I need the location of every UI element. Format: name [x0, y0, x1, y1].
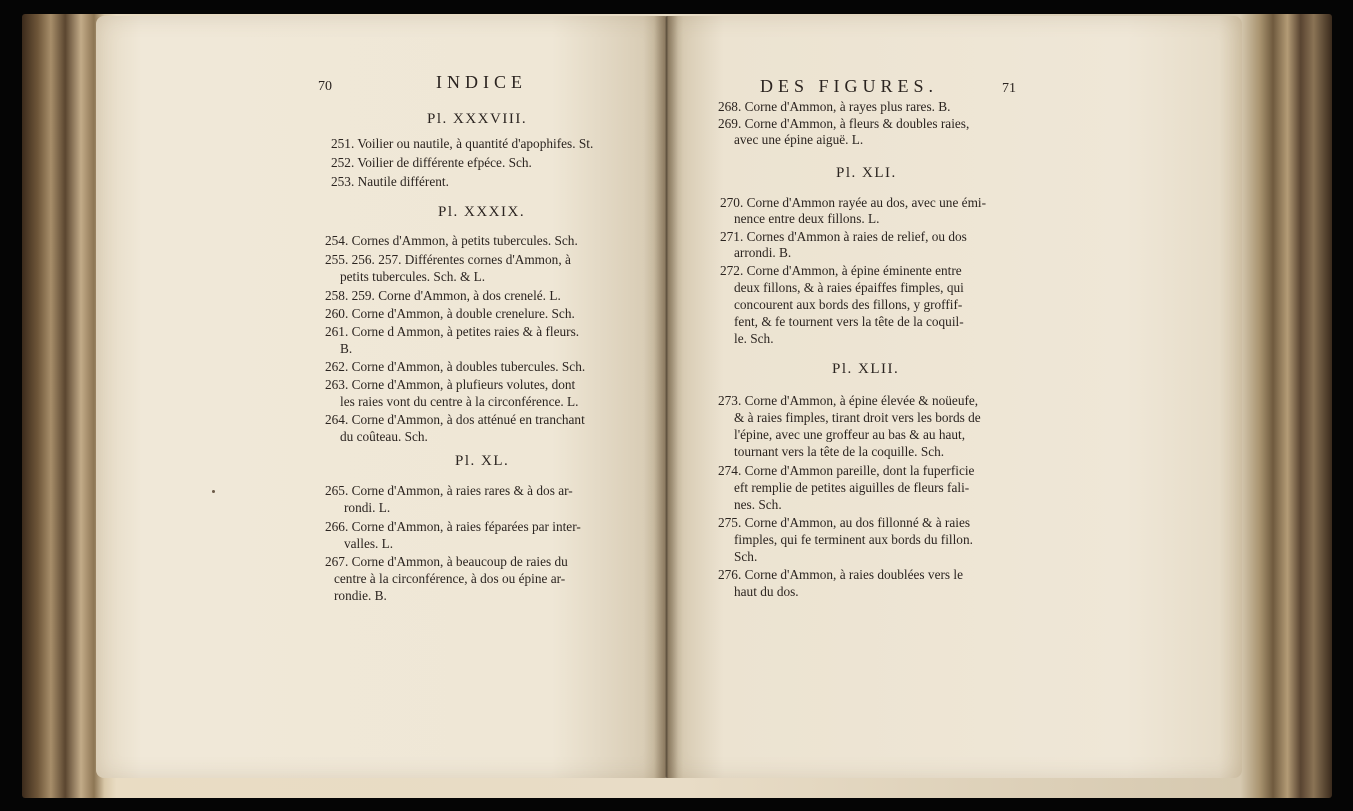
index-entry-line: 273. Corne d'Ammon, à épine élevée & noüeufe, — [718, 393, 979, 408]
index-entry-line: 269. Corne d'Ammon, à fleurs & doubles raies, — [718, 116, 970, 131]
index-entry-line: du coûteau. Sch. — [340, 429, 428, 444]
index-entry-line: 251. Voilier ou nautile, à quantité d'apophifes. St. — [331, 136, 594, 151]
plate-heading: Pl. XLI. — [836, 165, 897, 181]
running-head-right: DES FIGURES. — [760, 76, 939, 96]
index-entry-line: fent, & fe tournent vers la tête de la coquil- — [734, 314, 964, 329]
index-entry-line: 265. Corne d'Ammon, à raies rares & à dos ar- — [325, 483, 573, 498]
page-number-right: 71 — [1002, 81, 1016, 96]
index-entry-line: deux fillons, & à raies épaiffes fimples, qui — [734, 280, 964, 295]
index-entry-line: 262. Corne d'Ammon, à doubles tubercules. Sch. — [325, 359, 586, 374]
index-entry-line: 264. Corne d'Ammon, à dos atténué en tranchant — [325, 412, 585, 427]
index-entry-line: petits tubercules. Sch. & L. — [340, 269, 486, 284]
index-entry-line: l'épine, avec une groffeur au bas & au haut, — [734, 427, 966, 442]
index-entry-line: 271. Cornes d'Ammon à raies de relief, ou dos — [720, 229, 967, 244]
running-head-left: INDICE — [436, 72, 527, 92]
index-entry-line: 258. 259. Corne d'Ammon, à dos crenelé. L. — [325, 288, 561, 303]
index-entry-line: 268. Corne d'Ammon, à rayes plus rares. B. — [718, 99, 951, 114]
index-entry-line: 275. Corne d'Ammon, au dos fillonné & à raies — [718, 515, 971, 530]
index-entry-line: 266. Corne d'Ammon, à raies féparées par inter- — [325, 519, 581, 534]
index-entry-line: 252. Voilier de différente efpéce. Sch. — [331, 155, 532, 170]
index-entry-line: avec une épine aiguë. L. — [734, 132, 864, 147]
plate-heading: Pl. XXXIX. — [438, 204, 526, 220]
index-entry-line: arrondi. B. — [734, 245, 792, 260]
index-entry-line: Sch. — [734, 549, 758, 564]
index-entry-line: nence entre deux fillons. L. — [734, 211, 880, 226]
index-entry-line: 255. 256. 257. Différentes cornes d'Ammon, à — [325, 252, 571, 267]
index-entry-line: rondi. L. — [344, 500, 391, 515]
index-entry-line: nes. Sch. — [734, 497, 782, 512]
index-entry-line: concourent aux bords des fillons, y groffif- — [734, 297, 963, 312]
page-number-left: 70 — [318, 79, 332, 94]
index-entry-line: & à raies fimples, tirant droit vers les bords de — [734, 410, 981, 425]
index-entry-line: 253. Nautile différent. — [331, 174, 449, 189]
index-entry-line: 267. Corne d'Ammon, à beaucoup de raies du — [325, 554, 568, 569]
index-entry-line: tournant vers la tête de la coquille. Sch. — [734, 444, 945, 459]
paper-blemish — [212, 490, 215, 493]
index-entry-line: 276. Corne d'Ammon, à raies doublées vers le — [718, 567, 964, 582]
plate-heading: Pl. XL. — [455, 453, 510, 469]
index-entry-line: 274. Corne d'Ammon pareille, dont la fuperficie — [718, 463, 975, 478]
index-entry-line: centre à la circonférence, à dos ou épine ar- — [334, 571, 566, 586]
plate-heading: Pl. XLII. — [832, 361, 900, 377]
index-entry-line: rondie. B. — [334, 588, 387, 603]
index-entry-line: 263. Corne d'Ammon, à plufieurs volutes, dont — [325, 377, 576, 392]
book-gutter — [654, 16, 678, 778]
index-entry-line: les raies vont du centre à la circonférence. L. — [340, 394, 579, 409]
index-entry-line: 272. Corne d'Ammon, à épine éminente entre — [720, 263, 962, 278]
index-entry-line: B. — [340, 341, 353, 356]
index-entry-line: 270. Corne d'Ammon rayée au dos, avec une émi- — [720, 195, 987, 210]
index-entry-line: fimples, qui fe terminent aux bords du fillon. — [734, 532, 973, 547]
index-entry-line: 261. Corne d Ammon, à petites raies & à fleurs. — [325, 324, 580, 339]
index-entry-line: haut du dos. — [734, 584, 799, 599]
index-entry-line: 260. Corne d'Ammon, à double crenelure. Sch. — [325, 306, 575, 321]
index-entry-line: 254. Cornes d'Ammon, à petits tubercules. Sch. — [325, 233, 578, 248]
plate-heading: Pl. XXXVIII. — [427, 111, 528, 127]
index-entry-line: eft remplie de petites aiguilles de fleurs fali- — [734, 480, 970, 495]
index-entry-line: le. Sch. — [734, 331, 774, 346]
index-entry-line: valles. L. — [344, 536, 394, 551]
